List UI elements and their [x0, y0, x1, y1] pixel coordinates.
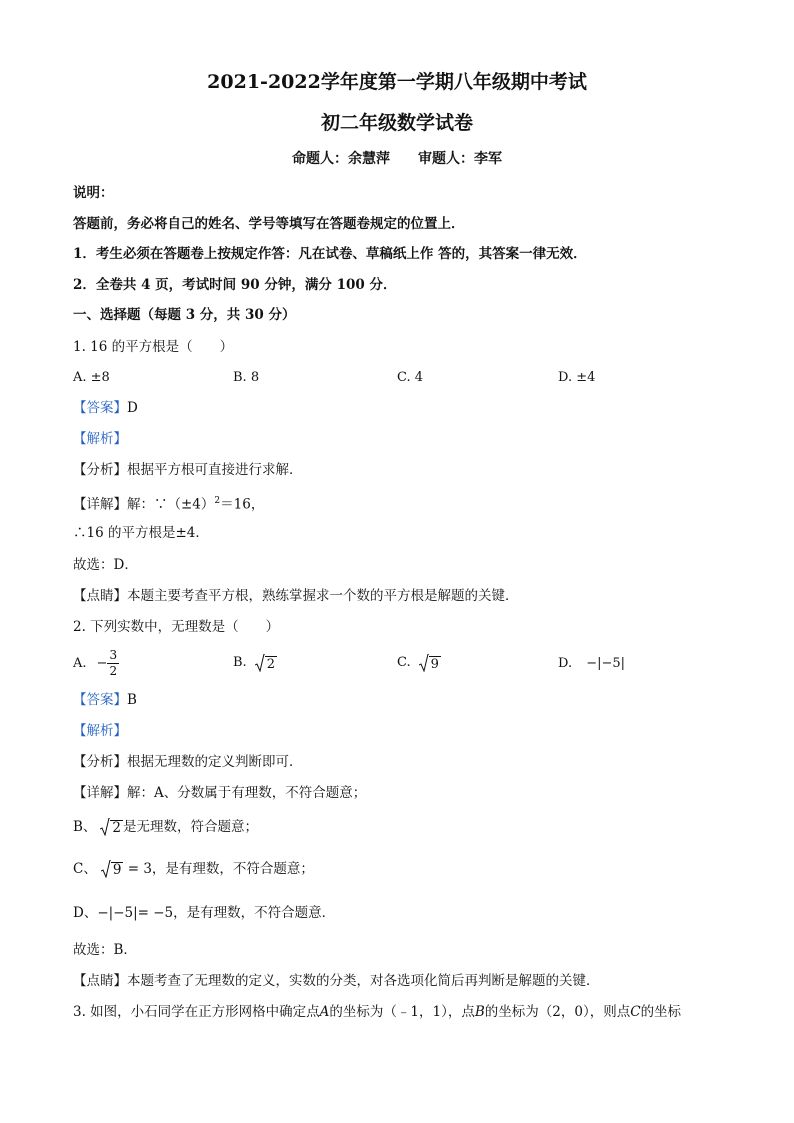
- answer-value: D: [127, 400, 138, 416]
- line-c-label: C、: [73, 861, 97, 877]
- q2-option-b: [233, 653, 277, 673]
- exam-authors: 命题人：余慧萍 审题人：李军: [292, 151, 502, 167]
- q3-stem-b: 的坐标为（﹣1，1），点: [329, 1004, 475, 1020]
- q1-therefore-line: ∴16 的平方根是±4．: [73, 525, 209, 541]
- q1-answer: [73, 398, 138, 418]
- radical-sign-icon: [100, 818, 110, 836]
- q1-option-a: A. ±8: [73, 370, 110, 385]
- q2-option-c: [397, 653, 441, 673]
- q2-option-d: [558, 654, 625, 674]
- line-c-sqrt: [101, 860, 124, 878]
- question-3-stem: [73, 1002, 681, 1022]
- q2-analysis-tag: 【解析】: [73, 723, 127, 739]
- point-c: C: [630, 1004, 641, 1020]
- q2-line-c: [73, 859, 314, 879]
- q2-line-d: [73, 903, 335, 923]
- q1-option-b: B. 8: [233, 370, 260, 385]
- question-2-stem: 2. 下列实数中，无理数是（ ）: [73, 619, 280, 635]
- q1-analysis-tag: 【解析】: [73, 431, 127, 447]
- xiangjie-tag: 【详解】: [73, 496, 127, 513]
- q2-option-a-label: A.: [73, 655, 87, 671]
- fenxi-tag: 【分析】: [73, 462, 127, 478]
- q1-xiangjie: [73, 491, 264, 515]
- q3-stem-a: 3. 如图，小石同学在正方形网格中确定点: [73, 1004, 320, 1020]
- line-d-text: ，是有理数，不符合题意．: [173, 905, 336, 921]
- line-d-label: D、: [73, 905, 98, 921]
- q2-fenxi: [73, 752, 303, 772]
- dianjing-text: 本题考查了无理数的定义，实数的分类，对各选项化简后再判断是解题的关键．: [127, 973, 600, 989]
- q2-option-b-sqrt: [255, 654, 277, 672]
- q3-stem-c: 的坐标为（2，0），则点: [484, 1004, 631, 1020]
- q2-option-d-label: D.: [558, 656, 573, 671]
- radical-sign-icon: [255, 654, 265, 672]
- point-b: B: [474, 1004, 485, 1020]
- answer-tag: 【答案】: [73, 692, 127, 708]
- radicand: 2: [266, 657, 275, 672]
- line-b-text: 是无理数，符合题意；: [123, 819, 259, 835]
- fraction-denominator: 2: [109, 664, 118, 678]
- q1-option-d: D. ±4: [558, 370, 596, 385]
- xiangjie-exponent: 2: [214, 496, 221, 506]
- dianjing-tag: 【点睛】: [73, 588, 127, 604]
- instruction-line-2: 1．考生必须在答题卷上按规定作答：凡在试卷、草稿纸上作 答的，其答案一律无效．: [73, 246, 587, 262]
- line-b-label: B、: [73, 819, 97, 835]
- q2-dianjing: [73, 971, 600, 991]
- q2-option-c-sqrt: [419, 654, 441, 672]
- line-c-text: ，是有理数，不符合题意；: [151, 861, 314, 877]
- line-b-sqrt: [100, 818, 123, 836]
- q1-fenxi: [73, 460, 303, 480]
- xiangjie-text-b: ＝16，: [220, 496, 265, 513]
- radicand: 9: [430, 657, 439, 672]
- q1-dianjing: [73, 586, 519, 606]
- line-d-expr: −|−5|= −5: [97, 905, 174, 921]
- q2-choose: 故选：B．: [73, 942, 137, 958]
- xiangjie-text-a: 解：∵（±4）: [127, 496, 215, 513]
- fraction-numerator: 3: [109, 648, 118, 662]
- fenxi-text: 根据无理数的定义判断即可．: [127, 754, 303, 770]
- point-a: A: [319, 1004, 330, 1020]
- q2-option-a-fraction: [107, 648, 119, 679]
- radicand: 2: [112, 820, 122, 836]
- xiangjie-text: 解：A、分数属于有理数，不符合题意；: [127, 785, 367, 801]
- q1-option-c: C. 4: [397, 370, 424, 385]
- fenxi-text: 根据平方根可直接进行求解．: [127, 462, 303, 478]
- line-c-equals: = 3: [123, 861, 152, 877]
- section-heading: 一、选择题（每题 3 分，共 30 分）: [73, 307, 296, 323]
- dianjing-text: 本题主要考查平方根，熟练掌握求一个数的平方根是解题的关键．: [127, 588, 519, 604]
- q2-option-a: [73, 648, 119, 679]
- instruction-line-1: 答题前，务必将自己的姓名、学号等填写在答题卷规定的位置上．: [73, 216, 465, 232]
- q2-xiangjie: [73, 783, 366, 803]
- q2-option-c-label: C.: [397, 655, 411, 670]
- fenxi-tag: 【分析】: [73, 754, 127, 770]
- radical-sign-icon: [101, 860, 111, 878]
- q2-line-b: [73, 817, 258, 837]
- exam-title: 2021-2022学年度第一学期八年级期中考试: [207, 71, 587, 93]
- radicand: 9: [112, 862, 122, 878]
- answer-tag: 【答案】: [73, 400, 127, 416]
- exam-subtitle: 初二年级数学试卷: [320, 112, 473, 134]
- q2-option-b-label: B.: [233, 655, 247, 670]
- instructions-label: 说明：: [73, 185, 114, 201]
- question-1-stem: 1. 16 的平方根是（ ）: [73, 339, 234, 355]
- q2-option-a-sign: −: [96, 655, 108, 671]
- q3-stem-d: 的坐标: [640, 1004, 682, 1020]
- q1-choose: 故选：D．: [73, 557, 138, 573]
- q2-answer: [73, 690, 137, 710]
- dianjing-tag: 【点睛】: [73, 973, 127, 989]
- instruction-line-3: 2．全卷共 4 页，考试时间 90 分钟，满分 100 分．: [73, 277, 397, 293]
- answer-value: B: [127, 692, 137, 708]
- q2-option-d-expr: −|−5|: [586, 656, 626, 671]
- xiangjie-tag: 【详解】: [73, 785, 127, 801]
- radical-sign-icon: [419, 654, 429, 672]
